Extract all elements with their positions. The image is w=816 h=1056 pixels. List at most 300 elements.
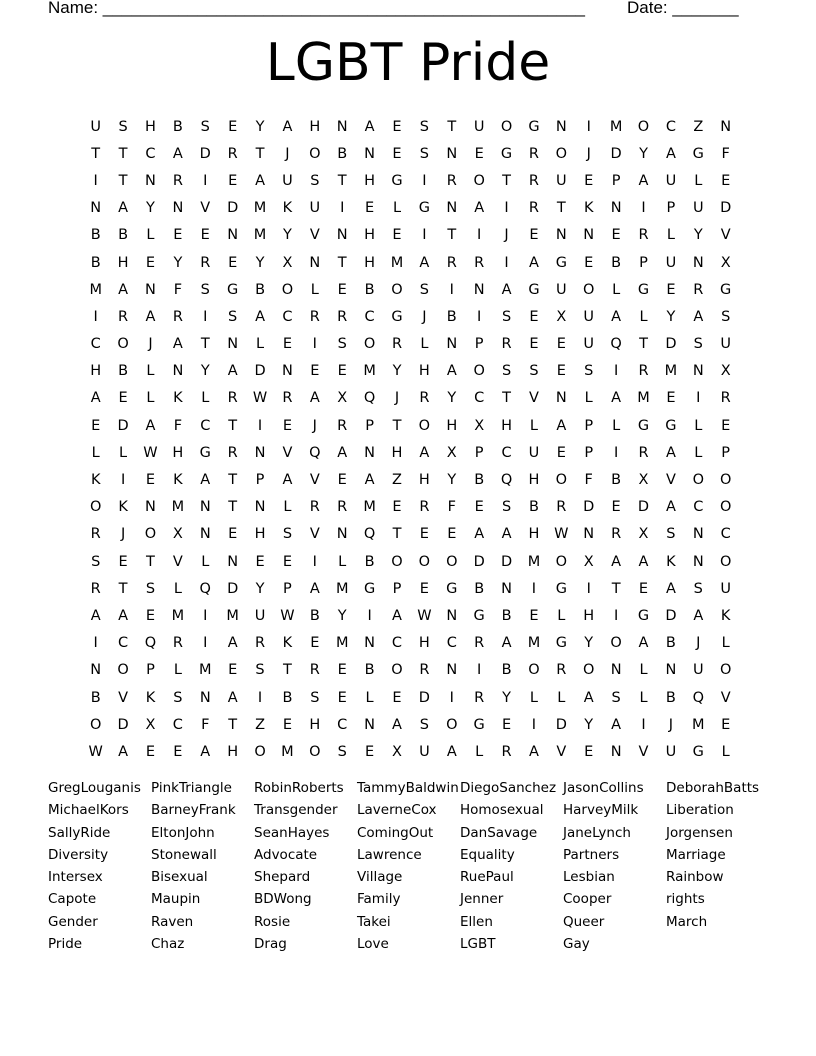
grid-letter[interactable]: A [255,308,265,325]
grid-letter[interactable]: E [91,417,101,434]
grid-letter[interactable]: A [118,607,129,624]
grid-letter[interactable]: Y [447,472,457,489]
grid-letter[interactable]: V [309,526,320,543]
grid-letter[interactable]: R [419,390,430,407]
grid-letter[interactable]: A [364,118,375,135]
grid-letter[interactable]: G [720,281,732,298]
grid-letter[interactable]: I [422,172,427,189]
grid-letter[interactable]: H [418,472,430,489]
grid-letter[interactable]: R [446,254,457,271]
grid-letter[interactable]: V [528,390,539,407]
grid-letter[interactable]: E [529,227,539,244]
grid-letter[interactable]: B [665,635,676,652]
grid-letter[interactable]: E [228,172,238,189]
grid-letter[interactable]: I [613,363,619,380]
grid-letter[interactable]: U [556,172,567,189]
grid-letter[interactable]: O [555,145,568,162]
grid-letter[interactable]: L [283,499,292,516]
grid-letter[interactable]: A [638,635,649,652]
grid-letter[interactable]: B [282,689,293,706]
grid-letter[interactable]: E [419,580,429,597]
grid-letter[interactable]: N [227,227,239,244]
grid-letter[interactable]: U [692,200,704,217]
grid-letter[interactable]: N [610,743,622,760]
grid-letter[interactable]: H [528,526,540,543]
grid-letter[interactable]: B [474,472,485,489]
grid-letter[interactable]: D [473,553,485,570]
grid-letter[interactable]: M [390,254,404,271]
grid-letter[interactable]: O [363,336,376,353]
grid-letter[interactable]: D [665,336,677,353]
grid-letter[interactable]: C [474,390,485,407]
grid-letter[interactable]: A [638,172,649,189]
grid-letter[interactable]: A [501,526,512,543]
grid-letter[interactable]: P [255,472,265,489]
grid-letter[interactable]: A [145,417,156,434]
grid-letter[interactable]: Y [200,363,210,380]
grid-letter[interactable]: L [721,743,730,760]
grid-letter[interactable]: A [446,363,457,380]
grid-letter[interactable]: L [612,417,621,434]
grid-letter[interactable]: W [88,743,103,760]
grid-letter[interactable]: E [282,417,293,434]
grid-letter[interactable]: V [172,553,183,570]
grid-letter[interactable]: S [419,118,429,135]
grid-letter[interactable]: M [199,662,212,679]
grid-letter[interactable]: W [252,390,268,407]
grid-letter[interactable]: B [337,145,348,162]
grid-letter[interactable]: I [449,689,454,706]
grid-letter[interactable]: B [501,662,512,679]
grid-letter[interactable]: H [446,417,458,434]
grid-letter[interactable]: N [254,499,266,516]
grid-letter[interactable]: L [557,689,566,706]
grid-letter[interactable]: R [720,390,731,407]
grid-letter[interactable]: N [90,200,102,217]
grid-letter[interactable]: V [200,200,211,217]
grid-letter[interactable]: B [90,254,101,271]
grid-letter[interactable]: E [310,363,320,380]
grid-letter[interactable]: T [118,145,128,162]
grid-letter[interactable]: T [392,417,402,434]
grid-letter[interactable]: L [173,662,182,679]
grid-letter[interactable]: R [419,499,430,516]
grid-letter[interactable]: B [364,662,375,679]
grid-letter[interactable]: O [391,281,403,298]
grid-letter[interactable]: N [90,662,102,679]
grid-letter[interactable]: Q [363,390,376,407]
grid-letter[interactable]: E [173,743,183,760]
grid-letter[interactable]: T [228,716,238,733]
grid-letter[interactable]: E [392,499,402,516]
grid-letter[interactable]: N [172,200,184,217]
grid-letter[interactable]: L [365,689,374,706]
grid-letter[interactable]: I [93,635,98,652]
grid-letter[interactable]: S [118,118,128,135]
grid-letter[interactable]: K [282,200,293,217]
grid-letter[interactable]: S [200,118,210,135]
grid-letter[interactable]: I [696,390,701,407]
grid-letter[interactable]: Y [502,689,511,706]
grid-letter[interactable]: R [227,444,238,461]
grid-letter[interactable]: R [391,336,403,353]
grid-letter[interactable]: E [228,662,238,679]
grid-letter[interactable]: A [693,308,704,325]
grid-letter[interactable]: R [638,227,649,244]
grid-letter[interactable]: R [309,499,320,516]
grid-letter[interactable]: I [477,308,482,325]
grid-letter[interactable]: U [583,308,595,325]
grid-letter[interactable]: E [337,662,347,679]
grid-letter[interactable]: E [721,716,731,733]
grid-letter[interactable]: A [665,145,676,162]
grid-letter[interactable]: I [203,635,208,652]
grid-letter[interactable]: G [637,607,650,624]
grid-letter[interactable]: F [201,716,210,733]
grid-letter[interactable]: F [584,472,593,489]
grid-letter[interactable]: S [419,145,429,162]
grid-letter[interactable]: P [639,254,648,271]
grid-letter[interactable]: C [665,118,676,135]
grid-letter[interactable]: N [145,499,156,516]
grid-letter[interactable]: E [529,308,539,325]
grid-letter[interactable]: O [418,553,431,570]
grid-letter[interactable]: R [611,526,622,543]
grid-letter[interactable]: M [171,607,185,624]
grid-letter[interactable]: L [420,336,429,353]
grid-letter[interactable]: B [309,607,320,624]
grid-letter[interactable]: A [665,580,676,597]
grid-letter[interactable]: V [309,472,320,489]
grid-letter[interactable]: H [391,444,403,461]
grid-letter[interactable]: T [200,336,210,353]
grid-letter[interactable]: J [148,336,153,353]
grid-letter[interactable]: R [474,689,485,706]
grid-letter[interactable]: K [145,689,156,706]
grid-letter[interactable]: N [364,444,376,461]
grid-letter[interactable]: I [641,716,646,733]
grid-letter[interactable]: T [283,662,292,679]
grid-letter[interactable]: E [584,743,594,760]
grid-letter[interactable]: J [312,417,317,434]
grid-letter[interactable]: A [556,417,567,434]
grid-letter[interactable]: G [500,145,513,162]
grid-letter[interactable]: H [418,363,430,380]
grid-letter[interactable]: E [173,227,183,244]
grid-letter[interactable]: E [638,580,649,597]
grid-letter[interactable]: V [720,689,731,706]
grid-letter[interactable]: A [200,472,211,489]
grid-letter[interactable]: G [473,607,485,624]
grid-letter[interactable]: F [173,281,183,298]
grid-letter[interactable]: A [665,444,676,461]
grid-letter[interactable]: E [721,417,731,434]
grid-letter[interactable]: O [89,716,102,733]
grid-letter[interactable]: N [364,635,376,652]
grid-letter[interactable]: O [117,662,129,679]
grid-letter[interactable]: A [638,553,649,570]
grid-letter[interactable]: O [719,472,732,489]
grid-letter[interactable]: C [145,145,156,162]
grid-letter[interactable]: R [638,363,649,380]
grid-letter[interactable]: N [227,336,239,353]
grid-letter[interactable]: N [692,254,704,271]
grid-letter[interactable]: C [90,336,101,353]
grid-letter[interactable]: L [639,689,648,706]
grid-letter[interactable]: U [90,118,101,135]
grid-letter[interactable]: H [583,607,595,624]
grid-letter[interactable]: J [394,390,400,407]
grid-letter[interactable]: A [118,743,129,760]
grid-letter[interactable]: S [228,308,238,325]
grid-letter[interactable]: E [337,472,347,489]
grid-letter[interactable]: E [255,553,265,570]
grid-letter[interactable]: J [285,145,290,162]
grid-letter[interactable]: T [255,145,265,162]
grid-letter[interactable]: E [310,635,320,652]
grid-letter[interactable]: Q [363,526,376,543]
grid-letter[interactable]: Y [639,145,648,162]
grid-letter[interactable]: A [693,607,704,624]
grid-letter[interactable]: Q [610,336,622,353]
grid-letter[interactable]: U [528,444,540,461]
grid-letter[interactable]: X [638,472,649,489]
grid-letter[interactable]: N [446,145,458,162]
grid-letter[interactable]: Q [199,580,211,597]
grid-letter[interactable]: R [309,308,320,325]
grid-letter[interactable]: S [310,172,320,189]
grid-letter[interactable]: K [282,635,293,652]
grid-letter[interactable]: L [146,363,155,380]
grid-letter[interactable]: L [201,390,210,407]
grid-letter[interactable]: D [117,417,129,434]
grid-letter[interactable]: S [501,308,512,325]
grid-letter[interactable]: X [446,444,457,461]
grid-letter[interactable]: D [227,580,239,597]
grid-letter[interactable]: L [721,635,730,652]
grid-letter[interactable]: E [392,145,402,162]
grid-letter[interactable]: N [692,526,704,543]
grid-letter[interactable]: H [309,118,321,135]
grid-letter[interactable]: C [720,526,731,543]
grid-letter[interactable]: C [172,716,183,733]
grid-letter[interactable]: A [337,444,348,461]
grid-letter[interactable]: E [145,254,156,271]
grid-letter[interactable]: F [721,145,730,162]
grid-letter[interactable]: U [282,172,293,189]
grid-letter[interactable]: P [721,444,731,461]
grid-letter[interactable]: T [337,172,347,189]
grid-letter[interactable]: V [282,444,293,461]
grid-letter[interactable]: N [555,227,567,244]
grid-letter[interactable]: H [501,417,512,434]
grid-letter[interactable]: L [173,580,182,597]
grid-letter[interactable]: B [172,118,183,135]
grid-letter[interactable]: O [719,553,732,570]
grid-letter[interactable]: R [501,743,512,760]
grid-letter[interactable]: I [203,308,208,325]
grid-letter[interactable]: P [283,580,292,597]
grid-letter[interactable]: E [474,499,484,516]
grid-letter[interactable]: U [665,254,677,271]
grid-letter[interactable]: E [556,363,566,380]
grid-letter[interactable]: I [203,607,208,624]
grid-letter[interactable]: V [720,227,731,244]
grid-letter[interactable]: B [446,308,457,325]
grid-letter[interactable]: G [418,200,430,217]
grid-letter[interactable]: A [90,607,101,624]
grid-letter[interactable]: X [392,743,402,760]
grid-letter[interactable]: Z [693,118,704,135]
grid-letter[interactable]: N [501,580,512,597]
grid-letter[interactable]: G [665,417,677,434]
grid-letter[interactable]: A [90,390,101,407]
grid-letter[interactable]: Y [255,580,265,597]
grid-letter[interactable]: A [282,472,293,489]
grid-letter[interactable]: S [529,363,539,380]
grid-letter[interactable]: E [228,254,238,271]
grid-letter[interactable]: A [145,308,156,325]
grid-letter[interactable]: X [474,417,485,434]
grid-letter[interactable]: A [419,444,430,461]
grid-letter[interactable]: B [528,499,539,516]
grid-letter[interactable]: P [392,580,402,597]
grid-letter[interactable]: P [474,444,484,461]
grid-letter[interactable]: L [338,553,347,570]
grid-letter[interactable]: R [90,580,101,597]
grid-letter[interactable]: R [556,662,567,679]
grid-letter[interactable]: V [556,743,567,760]
grid-letter[interactable]: K [720,607,731,624]
grid-letter[interactable]: B [364,553,375,570]
grid-letter[interactable]: O [637,118,650,135]
grid-letter[interactable]: B [364,281,375,298]
grid-letter[interactable]: R [474,635,485,652]
grid-letter[interactable]: V [665,472,676,489]
grid-letter[interactable]: O [528,662,540,679]
grid-letter[interactable]: O [418,417,431,434]
grid-letter[interactable]: O [309,145,321,162]
grid-letter[interactable]: L [694,444,703,461]
grid-letter[interactable]: R [556,499,567,516]
grid-letter[interactable]: A [309,390,320,407]
grid-letter[interactable]: G [637,417,650,434]
grid-letter[interactable]: P [584,417,594,434]
grid-letter[interactable]: A [611,390,622,407]
grid-letter[interactable]: E [611,227,621,244]
grid-letter[interactable]: R [227,145,238,162]
grid-letter[interactable]: R [474,254,485,271]
grid-letter[interactable]: N [199,499,211,516]
grid-letter[interactable]: E [556,444,566,461]
grid-letter[interactable]: S [419,716,429,733]
grid-letter[interactable]: M [335,580,349,597]
grid-letter[interactable]: M [171,499,185,516]
grid-letter[interactable]: S [145,580,156,597]
grid-letter[interactable]: G [555,254,567,271]
grid-letter[interactable]: N [145,281,156,298]
grid-letter[interactable]: X [282,254,293,271]
grid-letter[interactable]: R [337,417,348,434]
grid-letter[interactable]: O [281,281,294,298]
grid-letter[interactable]: U [419,743,430,760]
grid-letter[interactable]: W [417,607,432,624]
grid-letter[interactable]: D [500,553,513,570]
grid-letter[interactable]: I [477,227,482,244]
grid-letter[interactable]: C [200,417,211,434]
grid-letter[interactable]: B [118,363,129,380]
grid-letter[interactable]: G [473,716,485,733]
grid-letter[interactable]: J [696,635,701,652]
grid-letter[interactable]: N [555,118,567,135]
grid-letter[interactable]: M [281,743,294,760]
grid-letter[interactable]: L [694,172,703,189]
grid-letter[interactable]: N [364,145,376,162]
grid-letter[interactable]: X [145,716,156,733]
grid-letter[interactable]: A [611,308,622,325]
grid-letter[interactable]: G [199,444,211,461]
grid-letter[interactable]: E [228,118,238,135]
grid-letter[interactable]: O [473,172,485,189]
grid-letter[interactable]: D [227,200,239,217]
grid-letter[interactable]: M [664,363,678,380]
grid-letter[interactable]: A [419,254,430,271]
grid-letter[interactable]: D [555,716,567,733]
grid-letter[interactable]: L [557,607,566,624]
grid-letter[interactable]: D [637,499,650,516]
grid-letter[interactable]: O [446,553,458,570]
grid-letter[interactable]: S [611,689,621,706]
grid-letter[interactable]: A [309,580,320,597]
grid-letter[interactable]: I [641,200,646,217]
grid-letter[interactable]: T [91,145,101,162]
grid-letter[interactable]: S [584,363,594,380]
grid-letter[interactable]: L [201,553,210,570]
grid-letter[interactable]: L [310,281,319,298]
grid-letter[interactable]: J [504,227,509,244]
grid-letter[interactable]: U [473,118,485,135]
grid-letter[interactable]: R [693,281,704,298]
grid-letter[interactable]: I [422,227,427,244]
grid-letter[interactable]: Q [692,689,704,706]
grid-letter[interactable]: T [611,580,621,597]
grid-letter[interactable]: N [446,200,458,217]
grid-letter[interactable]: X [583,553,594,570]
grid-letter[interactable]: E [337,281,347,298]
grid-letter[interactable]: C [337,716,348,733]
grid-letter[interactable]: U [720,336,731,353]
grid-letter[interactable]: C [282,308,293,325]
grid-letter[interactable]: E [474,145,484,162]
grid-letter[interactable]: X [720,254,731,271]
grid-letter[interactable]: V [309,227,320,244]
grid-letter[interactable]: L [612,281,621,298]
grid-letter[interactable]: N [336,227,348,244]
grid-letter[interactable]: E [529,336,539,353]
grid-letter[interactable]: A [282,118,293,135]
grid-letter[interactable]: D [610,145,622,162]
grid-letter[interactable]: R [528,145,539,162]
grid-letter[interactable]: U [665,743,677,760]
grid-letter[interactable]: S [282,526,293,543]
grid-letter[interactable]: N [583,227,595,244]
grid-letter[interactable]: M [363,363,376,380]
grid-letter[interactable]: G [692,145,704,162]
grid-letter[interactable]: H [528,472,540,489]
grid-letter[interactable]: H [227,743,239,760]
grid-letter[interactable]: L [255,336,265,353]
grid-letter[interactable]: E [501,716,512,733]
